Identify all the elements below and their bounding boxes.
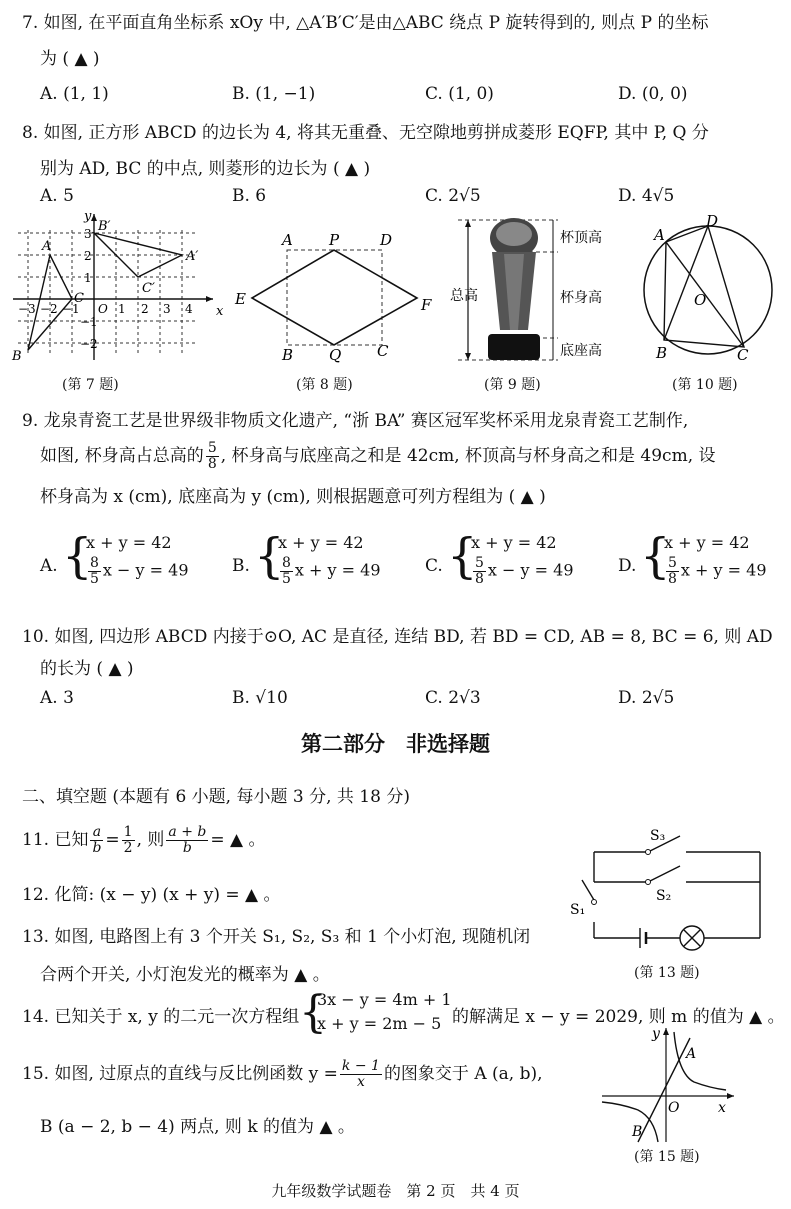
q8-line2: 别为 AD, BC 的中点, 则菱形的边长为 ( ▲ ) — [40, 159, 371, 179]
q8-option-b: B. 6 — [232, 186, 267, 206]
q11-mid: , 则 — [136, 830, 165, 850]
fig9-label-base: 底座高 — [560, 343, 602, 359]
lamp-icon — [680, 926, 704, 950]
fig15-label-x: x — [718, 1100, 726, 1116]
q9-fraction — [206, 441, 219, 471]
fig7-x-label: x — [216, 304, 224, 319]
fig8-label-c: C — [377, 342, 389, 360]
q9-option-d-eq1: x + y = 42 — [664, 533, 750, 552]
fig7-tick-y-m2: −2 — [80, 337, 98, 351]
figure-8 — [232, 228, 442, 368]
fig9-caption: (第 9 题) — [484, 377, 541, 393]
q10-option-c: C. 2√3 — [425, 688, 481, 708]
fig10-label-b: B — [656, 344, 668, 362]
q8-option-c: C. 2√5 — [425, 186, 481, 206]
q9-line2 — [40, 438, 716, 474]
fig7-point-ap: A′ — [186, 249, 199, 264]
q9-line3: 杯身高为 x (cm), 底座高为 y (cm), 则根据题意可列方程组为 ( ▲ ) — [40, 487, 546, 507]
q9-option-c-den: 8 — [475, 570, 484, 587]
fig8-label-q: Q — [329, 346, 342, 364]
q9-option-c-tail: x − y = 49 — [487, 560, 574, 580]
fig7-tick-x-4: 4 — [185, 302, 193, 316]
fig7-tick-x-3: 3 — [163, 302, 171, 316]
trophy-shape — [488, 218, 540, 360]
q9-line2-post: , 杯身高与底座高之和是 42cm, 杯顶高与杯身高之和是 49cm, 设 — [220, 446, 716, 466]
fig8-label-d: D — [380, 231, 393, 249]
part2-title: 第二部分 非选择题 — [301, 731, 490, 756]
q11-frac3-num: a + b — [168, 824, 207, 841]
q9-option-d-brace: { — [640, 528, 671, 584]
q11-frac2-num: 1 — [123, 824, 133, 841]
q9-option-b-den: 5 — [282, 570, 291, 587]
q9-option-d-num: 5 — [668, 555, 677, 571]
q11-post: = ▲ 。 — [210, 830, 266, 850]
figure-10 — [636, 212, 786, 367]
q9-fraction-num: 5 — [207, 440, 217, 457]
q9-option-c-frac — [473, 556, 486, 586]
q7-option-c: C. (1, 0) — [425, 84, 494, 104]
fig7-tick-x-m3: −3 — [18, 302, 36, 316]
q9-option-d-den: 8 — [668, 570, 677, 587]
q9-line1: 9. 龙泉青瓷工艺是世界级非物质文化遗产, “浙 BA” 赛区冠军奖杯采用龙泉青瓷工艺制作, — [22, 411, 689, 431]
q11-pre: 11. 已知 — [22, 830, 89, 850]
fig7-origin: O — [98, 302, 108, 316]
fig15-label-a: A — [686, 1046, 697, 1062]
q14-brace: { — [299, 987, 327, 1038]
q11 — [22, 818, 266, 862]
fig7-point-b: B — [12, 349, 22, 364]
fig7-tick-x-m1: −1 — [62, 302, 80, 316]
q12: 12. 化简: (x − y) (x + y) = ▲ 。 — [22, 885, 281, 905]
q9-option-a-tail: x − y = 49 — [102, 560, 189, 580]
fig10-label-c: C — [737, 346, 749, 364]
q9-option-b-num: 8 — [282, 555, 291, 571]
q9-option-b-system — [278, 530, 381, 586]
fig7-tick-y-1: 1 — [84, 271, 92, 285]
fig9-label-top: 杯顶高 — [560, 230, 602, 246]
fig15-label-y: y — [652, 1026, 660, 1042]
figure-13-circuit — [568, 822, 778, 962]
figure-7 — [8, 210, 228, 370]
fig8-label-p: P — [329, 231, 340, 249]
q9-option-a-brace: { — [62, 528, 93, 584]
q10-line1: 10. 如图, 四边形 ABCD 内接于⊙O, AC 是直径, 连结 BD, 若 BD = CD, AB = 8, BC = 6, 则 AD — [22, 627, 773, 647]
q9-option-b-letter: B. — [232, 556, 250, 576]
q10-line2: 的长为 ( ▲ ) — [40, 659, 134, 679]
fig10-label-o: O — [694, 291, 707, 309]
fig13-label-s2: S₂ — [656, 888, 672, 904]
q9-option-b-brace: { — [254, 528, 285, 584]
q7-option-b: B. (1, −1) — [232, 84, 316, 104]
q9-option-d-tail: x + y = 49 — [680, 560, 767, 580]
fig8-label-f: F — [421, 296, 432, 314]
figure-9 — [448, 212, 628, 372]
fig7-tick-y-2: 2 — [84, 249, 92, 263]
q10-option-b: B. √10 — [232, 688, 288, 708]
fig7-point-a: A — [42, 239, 52, 254]
q14-post: 的解满足 x − y = 2029, 则 m 的值为 ▲ 。 — [452, 1007, 785, 1027]
fig8-caption: (第 8 题) — [296, 377, 353, 393]
fig15-label-b: B — [632, 1124, 643, 1140]
q9-option-d-frac — [666, 556, 679, 586]
q7-line2: 为 ( ▲ ) — [40, 49, 100, 69]
q14-system — [317, 988, 452, 1036]
q10-option-d: D. 2√5 — [618, 688, 675, 708]
fig7-point-cp: C′ — [142, 281, 155, 296]
q9-option-d-system — [664, 530, 767, 586]
section2-heading: 二、填空题 (本题有 6 小题, 每小题 3 分, 共 18 分) — [22, 787, 410, 807]
fig8-label-e: E — [235, 290, 246, 308]
fig9-label-total: 总高 — [450, 288, 478, 304]
q11-frac1 — [90, 825, 103, 855]
fig10-label-d: D — [706, 212, 719, 230]
fig10-label-a: A — [654, 226, 665, 244]
q9-line2-pre: 如图, 杯身高占总高的 — [40, 446, 204, 466]
q15-frac — [340, 1059, 382, 1089]
q10-option-a: A. 3 — [40, 688, 74, 708]
fig15-caption: (第 15 题) — [634, 1149, 700, 1165]
q9-option-a-letter: A. — [40, 556, 58, 576]
q8-option-a: A. 5 — [40, 186, 74, 206]
q15-frac-num: k − 1 — [341, 1058, 380, 1075]
q11-frac3 — [166, 825, 208, 855]
q9-option-c-letter: C. — [425, 556, 443, 576]
q9-fraction-den: 8 — [207, 456, 217, 472]
q9-option-a-den: 5 — [90, 570, 99, 587]
q11-frac1-den: b — [92, 840, 102, 856]
fig7-y-label: y — [84, 210, 92, 224]
fig7-point-c: C — [74, 291, 84, 306]
fig7-tick-x-2: 2 — [141, 302, 149, 316]
q9-option-c-brace: { — [447, 528, 478, 584]
fig7-tick-x-m2: −2 — [40, 302, 58, 316]
q15-frac-den: x — [356, 1074, 365, 1090]
q9-option-a-num: 8 — [90, 555, 99, 571]
q8-line1: 8. 如图, 正方形 ABCD 的边长为 4, 将其无重叠、无空隙地剪拼成菱形 EQFP, 其中 P, Q 分 — [22, 123, 709, 143]
q9-option-d-letter: D. — [618, 556, 637, 576]
fig7-caption: (第 7 题) — [62, 377, 119, 393]
q7-line1: 7. 如图, 在平面直角坐标系 xOy 中, △A′B′C′是由△ABC 绕点 P 旋转得到的, 则点 P 的坐标 — [22, 13, 709, 33]
fig7-tick-x-1: 1 — [118, 302, 126, 316]
q9-option-a-eq1: x + y = 42 — [86, 533, 172, 552]
fig8-label-b: B — [282, 346, 294, 364]
q14-eq2: x + y = 2m − 5 — [317, 1014, 442, 1033]
q8-option-d: D. 4√5 — [618, 186, 675, 206]
q11-frac3-den: b — [182, 840, 192, 856]
fig7-tick-y-m1: −1 — [80, 315, 98, 329]
fig15-label-o: O — [668, 1100, 680, 1116]
q14-pre: 14. 已知关于 x, y 的二元一次方程组 — [22, 1007, 300, 1027]
q9-option-a-system — [86, 530, 189, 586]
fig13-caption: (第 13 题) — [634, 965, 700, 981]
fig10-caption: (第 10 题) — [672, 377, 738, 393]
q9-option-b-eq1: x + y = 42 — [278, 533, 364, 552]
q9-option-b-frac — [280, 556, 293, 586]
q11-frac2-den: 2 — [123, 840, 133, 856]
q9-option-c-system — [471, 530, 574, 586]
q11-eq: = — [105, 830, 120, 850]
fig7-tick-y-3: 3 — [84, 227, 92, 241]
q9-option-b-tail: x + y = 49 — [294, 560, 381, 580]
fig8-label-a: A — [282, 231, 293, 249]
q13-line2: 合两个开关, 小灯泡发光的概率为 ▲ 。 — [40, 965, 330, 985]
fig13-label-s1: S₁ — [570, 902, 586, 918]
fig7-point-bp: B′ — [98, 219, 111, 234]
q15-post: 的图象交于 A (a, b), — [383, 1064, 543, 1084]
figure-15 — [594, 1024, 744, 1146]
q11-frac2 — [122, 825, 135, 855]
q11-frac1-num: a — [90, 825, 103, 841]
fig9-label-body: 杯身高 — [560, 290, 602, 306]
page-footer: 九年级数学试题卷 第 2 页 共 4 页 — [271, 1182, 520, 1200]
q9-option-c-eq1: x + y = 42 — [471, 533, 557, 552]
q9-option-c-num: 5 — [475, 555, 484, 571]
q15-pre: 15. 如图, 过原点的直线与反比例函数 y = — [22, 1064, 338, 1084]
q13-line1: 13. 如图, 电路图上有 3 个开关 S₁, S₂, S₃ 和 1 个小灯泡, 现随机闭 — [22, 927, 531, 947]
q14-eq1: 3x − y = 4m + 1 — [317, 990, 452, 1009]
fig13-label-s3: S₃ — [650, 828, 666, 844]
q7-option-d: D. (0, 0) — [618, 84, 688, 104]
q15-line2: B (a − 2, b − 4) 两点, 则 k 的值为 ▲ 。 — [40, 1117, 355, 1137]
q15-line1 — [22, 1052, 543, 1096]
q7-option-a: A. (1, 1) — [40, 84, 109, 104]
q9-option-a-frac — [88, 556, 101, 586]
